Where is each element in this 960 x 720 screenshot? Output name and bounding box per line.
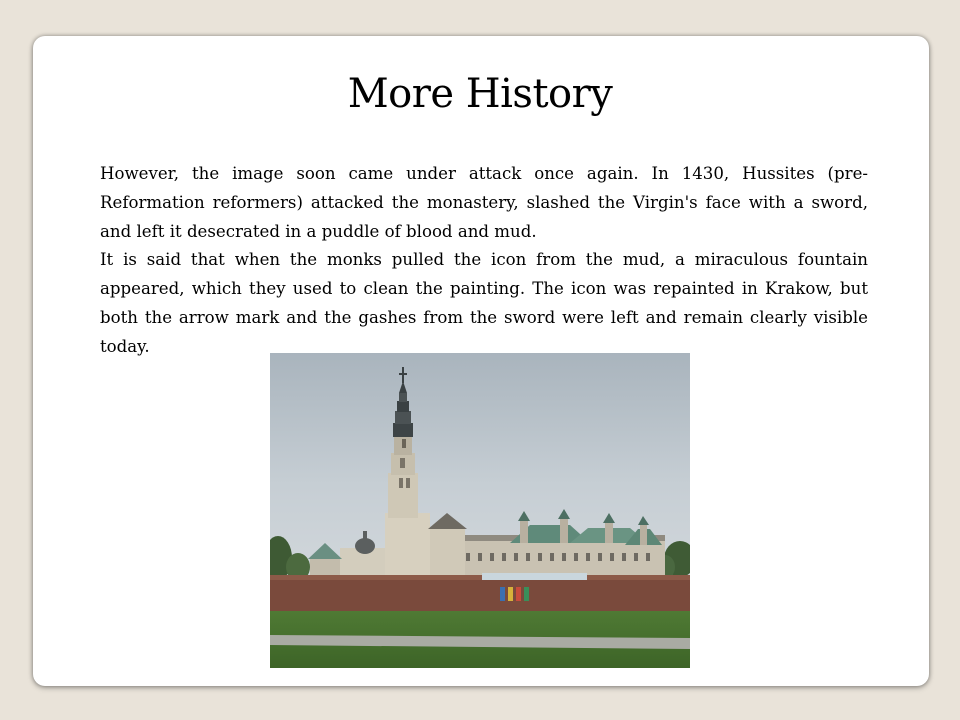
paragraph-2: It is said that when the monks pulled the icon from the mud, a miraculous fountain appeared, which they used to clean the painting. The icon was repainted in Krakow, but both the arrow mark and the gashes from the sword were left and remain clearly visible today. (100, 250, 868, 356)
body-text (100, 160, 868, 362)
fortress-wall (270, 575, 690, 613)
banner (482, 573, 587, 580)
slide-title: More History (347, 71, 613, 117)
paragraph-1: However, the image soon came under attack once again. In 1430, Hussites (pre-Reformation reformers) attacked the monastery, slashed the Virgin's face with a sword, and left it desecrated in a puddle of blood and mud. (100, 164, 868, 241)
monastery-illustration (270, 353, 690, 668)
monastery-photo (270, 353, 690, 668)
